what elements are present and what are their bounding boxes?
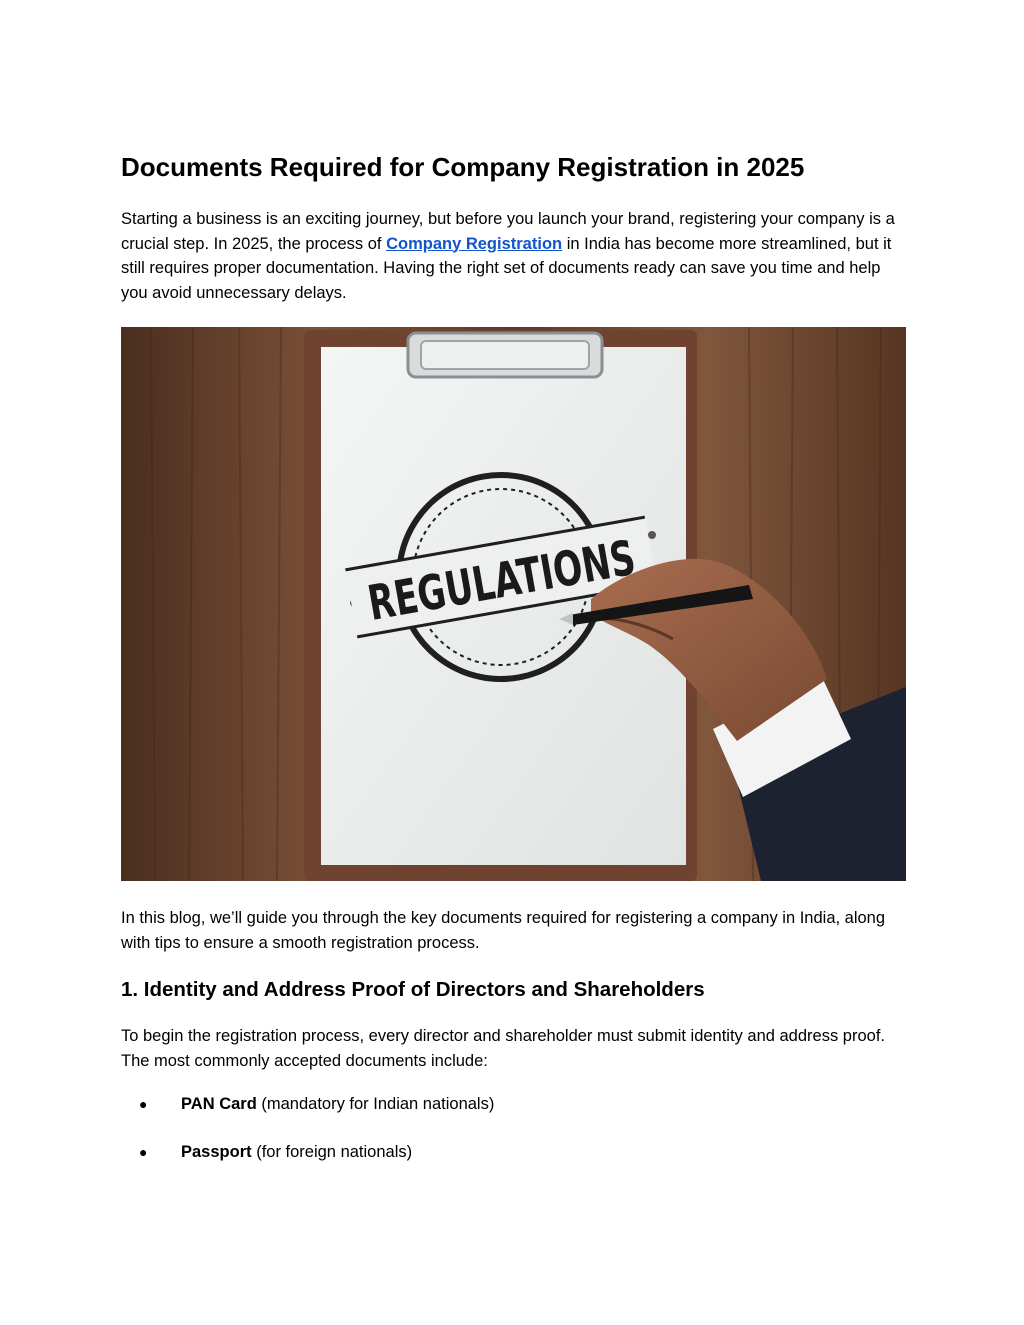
list-item-bold: Passport [181, 1143, 252, 1161]
intro-text-before: Starting a business is an exciting journey, but before you launch your brand, registering your company is a crucial step. In 2025, the process of [121, 210, 895, 253]
list-item-bold: PAN Card [181, 1095, 257, 1113]
section-lead-paragraph: To begin the registration process, every director and shareholder must submit identity and address proof. The most commonly accepted documents include: [121, 1027, 885, 1070]
hero-image [121, 327, 906, 881]
section-heading-identity-proof: 1. Identity and Address Proof of Directors and Shareholders [121, 978, 705, 1001]
company-registration-link[interactable]: Company Registration [386, 234, 563, 253]
blog-intro-paragraph: In this blog, we’ll guide you through the key documents required for registering a company in India, along with tips to ensure a smooth registration process. [121, 909, 886, 952]
list-item-rest: (mandatory for Indian nationals) [256, 1095, 495, 1113]
documents-list [121, 1090, 494, 1186]
intro-paragraph [121, 207, 911, 305]
list-item-passport [121, 1138, 494, 1186]
list-item-pan-card [121, 1090, 494, 1138]
bullet-icon: ● [139, 1096, 148, 1112]
list-item-rest: (for foreign nationals) [251, 1143, 413, 1161]
bullet-icon: ● [139, 1144, 148, 1160]
page-title: Documents Required for Company Registration in 2025 [121, 152, 805, 182]
stamp-text: REGULATIONS [363, 511, 747, 632]
intro-text-after: in India has become more streamlined, but it still requires proper documentation. Having the right set of documents ready can save you time and help you avoid unnecessary delays. [121, 234, 892, 302]
